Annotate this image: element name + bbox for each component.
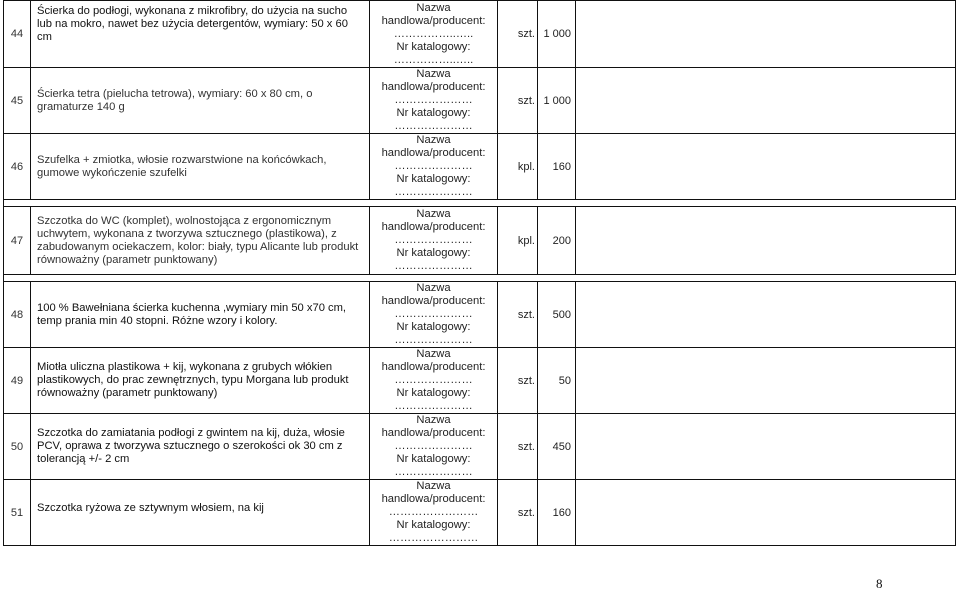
producer-label: Nazwa handlowa/producent: [381,68,486,93]
catalog-label: Nr katalogowy: [396,173,471,185]
catalog-dots: ………………… [394,186,473,198]
producer-dots: …………………… [388,506,479,518]
producer-label: Nazwa handlowa/producent: [381,2,486,27]
gap-cell [370,275,498,282]
producer-cell [370,134,498,200]
unit: szt. [498,282,538,348]
empty-cell [576,480,956,546]
producer-cell [370,1,498,68]
catalog-label: Nr katalogowy: [396,41,471,53]
gap-cell [31,275,370,282]
item-description [31,414,370,480]
catalog-label: Nr katalogowy: [396,453,471,465]
unit: szt. [498,480,538,546]
catalog-label: Nr katalogowy: [396,519,471,531]
catalog-label: Nr katalogowy: [396,107,471,119]
gap-cell [370,200,498,207]
producer-dots: ………………… [394,440,473,452]
empty-cell [576,68,956,134]
producer-cell [370,414,498,480]
producer-cell [370,348,498,414]
gap-cell [576,200,956,207]
catalog-label: Nr katalogowy: [396,321,471,333]
row-number: 48 [4,282,31,348]
quantity: 500 [538,282,576,348]
description-text: Ścierka tetra (pielucha tetrowa), wymiary: 60 x 80 cm, o gramaturze 140 g [37,87,313,113]
catalog-dots: ………………… [394,334,473,346]
row-number: 44 [4,1,31,68]
empty-cell [576,1,956,68]
description-text: 100 % Bawełniana ścierka kuchenna ,wymiary min 50 x70 cm, temp prania min 40 stopni. Różne wzory i kolory. [37,301,347,327]
quantity: 1 000 [538,68,576,134]
description-text: Miotła uliczna plastikowa + kij, wykonana z grubych włókien plastikowych, do prac zewnętrznych, typu Morgana lub produkt równoważny (parametr punktowany) [37,361,349,399]
gap-cell [4,200,31,207]
unit: szt. [498,68,538,134]
gap-cell [4,275,31,282]
row-number: 45 [4,68,31,134]
table-row [4,282,956,348]
description-text: Szczotka do WC (komplet), wolnostojąca z ergonomicznym uchwytem, wykonana z tworzywa sztucznego (plastikowa), z zabudowanym ociekaczem, kolor: biały, typu Alicante lub produkt równoważny (parametr punktowany) [37,214,359,266]
producer-cell [370,207,498,275]
row-number: 49 [4,348,31,414]
quantity: 200 [538,207,576,275]
item-description [31,68,370,134]
item-description [31,1,370,68]
unit: kpl. [498,134,538,200]
producer-label: Nazwa handlowa/producent: [381,348,486,373]
producer-cell [370,480,498,546]
catalog-label: Nr katalogowy: [396,247,471,259]
item-description [31,282,370,348]
page-number: 8 [876,576,883,591]
empty-cell [576,207,956,275]
table-row [4,134,956,200]
producer-dots: ………………… [394,374,473,386]
description-text: Szczotka ryżowa ze sztywnym włosiem, na kij [37,502,264,514]
description-text: Szczotka do zamiatania podłogi z gwintem na kij, duża, włosie PCV, oprawa z tworzywa sztucznego o szerokości ok 30 cm z tolerancją +/- 2 cm [37,427,345,465]
item-description [31,134,370,200]
catalog-dots: ………………… [394,466,473,478]
empty-cell [576,134,956,200]
row-gap [4,275,956,282]
item-description [31,207,370,275]
producer-dots: ………………… [394,94,473,106]
row-number: 50 [4,414,31,480]
table-row [4,68,956,134]
quantity: 160 [538,480,576,546]
producer-dots: ………………… [394,160,473,172]
gap-cell [31,200,370,207]
quantity: 450 [538,414,576,480]
unit: kpl. [498,207,538,275]
unit: szt. [498,348,538,414]
quantity: 160 [538,134,576,200]
items-table [3,0,956,546]
catalog-dots: …………………… [388,532,479,544]
catalog-dots: ………………… [394,120,473,132]
gap-cell [538,200,576,207]
quantity: 50 [538,348,576,414]
producer-label: Nazwa handlowa/producent: [381,282,486,307]
table-row [4,1,956,68]
gap-cell [538,275,576,282]
unit: szt. [498,1,538,68]
empty-cell [576,282,956,348]
catalog-label: Nr katalogowy: [396,387,471,399]
empty-cell [576,414,956,480]
producer-dots: ………………… [394,308,473,320]
item-description [31,480,370,546]
producer-label: Nazwa handlowa/producent: [381,208,486,233]
row-number: 47 [4,207,31,275]
table-row [4,207,956,275]
table-row [4,348,956,414]
producer-label: Nazwa handlowa/producent: [381,480,486,505]
producer-label: Nazwa handlowa/producent: [381,134,486,159]
unit: szt. [498,414,538,480]
producer-dots: ………………… [394,234,473,246]
table-row [4,414,956,480]
catalog-dots: ……………..….. [393,54,474,66]
description-text: Szufelka + zmiotka, włosie rozwarstwione na końcówkach, gumowe wykończenie szufelki [37,153,327,179]
table-row [4,480,956,546]
producer-dots: ……………..….. [393,28,474,40]
producer-label: Nazwa handlowa/producent: [381,414,486,439]
row-number: 46 [4,134,31,200]
gap-cell [576,275,956,282]
row-gap [4,200,956,207]
gap-cell [498,200,538,207]
description-text: Ścierka do podłogi, wykonana z mikrofibry, do użycia na sucho lub na mokro, nawet bez użycia detergentów, wymiary: 50 x 60 cm [37,5,348,43]
producer-cell [370,282,498,348]
quantity: 1 000 [538,1,576,68]
item-description [31,348,370,414]
catalog-dots: ………………… [394,260,473,272]
row-number: 51 [4,480,31,546]
empty-cell [576,348,956,414]
catalog-dots: ………………… [394,400,473,412]
gap-cell [498,275,538,282]
producer-cell [370,68,498,134]
